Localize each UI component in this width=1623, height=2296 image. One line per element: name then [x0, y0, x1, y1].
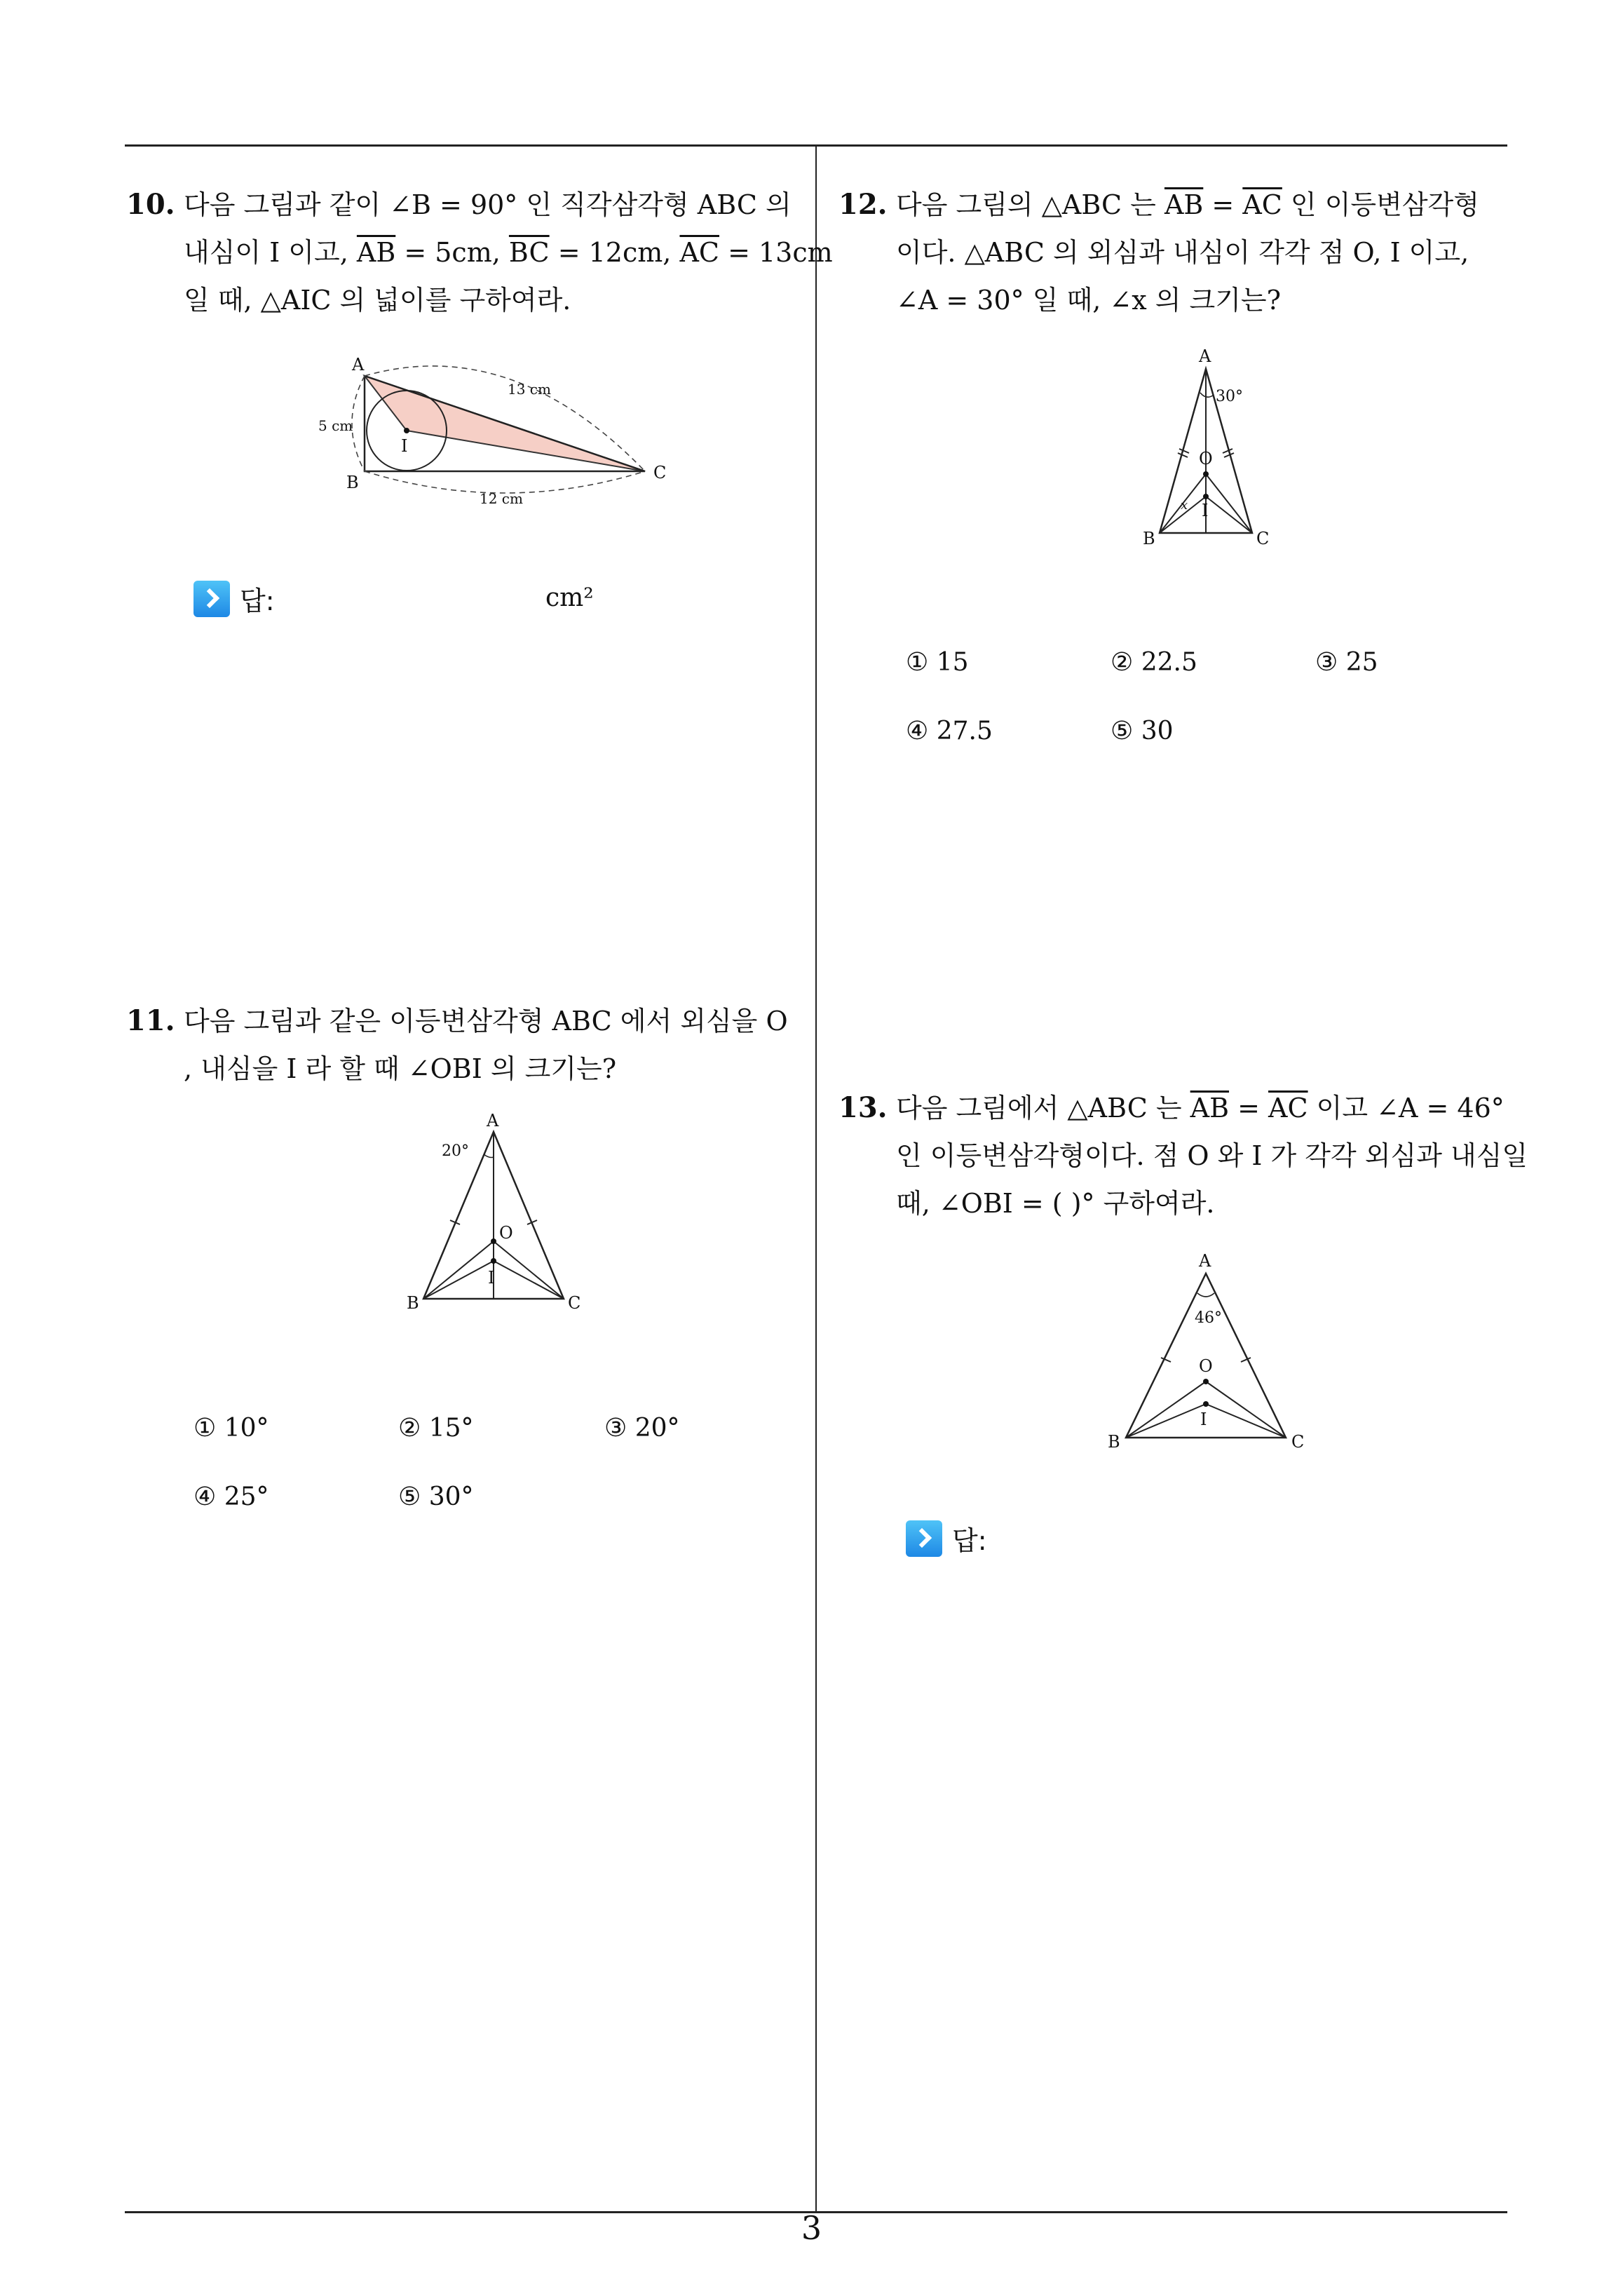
q13-answer — [906, 1519, 987, 1558]
label-bc-length: 12 cm — [480, 490, 523, 507]
label-o: O — [1199, 449, 1213, 468]
question-text-line1: 다음 그림과 같이 ∠B = 90° 인 직각삼각형 ABC 의 — [184, 189, 792, 220]
q10-answer-field[interactable] — [301, 579, 533, 619]
q11-figure — [400, 1111, 610, 1318]
label-a: A — [352, 355, 365, 374]
label-c: C — [568, 1293, 581, 1313]
label-i: I — [488, 1268, 495, 1288]
label-i: I — [401, 436, 408, 456]
question-number: 10. — [126, 188, 175, 221]
question-text-line1: 다음 그림의 △ABC 는 $\overline{AB} = \overline{AC}$ 인 이등변삼각형 — [896, 189, 1479, 220]
answer-unit: cm² — [545, 583, 594, 612]
label-c: C — [653, 463, 667, 482]
segment-ac: $\overline{AC}$ — [679, 237, 719, 268]
segment-ab: $\overline{AB}$ — [1164, 189, 1204, 220]
segment-ac: $\overline{AC}$ — [1268, 1093, 1308, 1123]
label-a: A — [1199, 346, 1211, 366]
label-x: x — [1181, 498, 1188, 513]
question-text-line2: 인 이등변삼각형이다. 점 O 와 I 가 각각 외심과 내심일 — [896, 1140, 1528, 1171]
question-number: 12. — [838, 188, 888, 221]
incenter-dot — [491, 1258, 496, 1264]
angle-arc — [484, 1154, 494, 1158]
label-b: B — [407, 1293, 419, 1313]
label-c: C — [1291, 1432, 1305, 1452]
label-angle: 46° — [1195, 1309, 1222, 1327]
segment-co — [494, 1241, 564, 1299]
tick-ac-2 — [1223, 449, 1232, 453]
segment-ci — [1206, 497, 1252, 533]
question-text-line3: 일 때, △AIC 의 넓이를 구하여라. — [184, 285, 571, 316]
circumcenter-dot — [1203, 1379, 1209, 1384]
choice-5[interactable]: ⑤ 30° — [398, 1483, 474, 1511]
choice-2[interactable]: ② 15° — [398, 1414, 474, 1443]
choice-1[interactable]: ① 10° — [193, 1414, 269, 1443]
q13-answer-field[interactable] — [1014, 1519, 1364, 1558]
choice-3[interactable]: ③ 20° — [604, 1414, 680, 1443]
label-ac-length: 13 cm — [508, 381, 551, 398]
answer-arrow-icon — [193, 581, 230, 617]
label-b: B — [346, 473, 359, 492]
segment-bo — [423, 1241, 494, 1299]
question-text-line2: 내심이 I 이고, $\overline{AB} = 5cm$, $\overline{BC} = 12cm$, $\overline{AC} = 13cm$ — [184, 237, 833, 268]
label-o: O — [499, 1223, 513, 1243]
q13-figure — [1094, 1252, 1318, 1456]
segment-ab: $\overline{AB}$ — [1190, 1093, 1230, 1123]
page-number: 3 — [801, 2209, 822, 2247]
segment-co — [1206, 474, 1252, 533]
question-text-line3: 때, ∠OBI = ( )° 구하여라. — [896, 1188, 1215, 1219]
incenter-dot — [1203, 494, 1209, 499]
tick-ab-2 — [1179, 449, 1189, 453]
choice-1[interactable]: ① 15 — [906, 648, 969, 677]
choice-4[interactable]: ④ 27.5 — [906, 717, 993, 745]
label-angle: 20° — [442, 1142, 469, 1160]
choice-4[interactable]: ④ 25° — [193, 1483, 269, 1511]
question-number: 11. — [126, 1004, 175, 1037]
label-ab-length: 5 cm — [318, 417, 353, 434]
label-o: O — [1199, 1356, 1213, 1376]
label-angle: 30° — [1216, 388, 1243, 405]
q10-answer — [193, 579, 275, 618]
question-text-line2: , 내심을 I 라 할 때 ∠OBI 의 크기는? — [184, 1053, 617, 1084]
choice-5[interactable]: ⑤ 30 — [1111, 717, 1174, 745]
answer-arrow-icon — [906, 1520, 942, 1557]
question-text-line1: 다음 그림과 같은 이등변삼각형 ABC 에서 외심을 O — [184, 1006, 788, 1036]
incenter-dot — [1203, 1401, 1209, 1407]
label-b: B — [1108, 1432, 1120, 1452]
choice-2[interactable]: ② 22.5 — [1111, 648, 1197, 677]
angle-arc — [1197, 1293, 1214, 1297]
question-text-line2: 이다. △ABC 의 외심과 내심이 각각 점 O, I 이고, — [896, 237, 1469, 268]
column-divider — [815, 144, 817, 2212]
circumcenter-dot — [491, 1238, 496, 1244]
segment-bc: $\overline{BC}$ — [508, 237, 550, 268]
label-i: I — [1200, 1410, 1207, 1429]
label-i: I — [1202, 501, 1209, 520]
incenter-dot — [404, 428, 409, 433]
circumcenter-dot — [1203, 471, 1209, 477]
q10-figure — [308, 348, 701, 509]
label-a: A — [487, 1111, 499, 1130]
segment-ci — [494, 1261, 564, 1299]
choice-3[interactable]: ③ 25 — [1315, 648, 1378, 677]
q12-figure — [1122, 348, 1304, 558]
segment-ac: $\overline{AC}$ — [1242, 189, 1282, 220]
question-text-line3: ∠A = 30° 일 때, ∠x 의 크기는? — [896, 285, 1282, 316]
label-b: B — [1143, 529, 1155, 548]
label-c: C — [1256, 529, 1270, 548]
segment-ab: $\overline{AB}$ — [356, 237, 396, 268]
question-number: 13. — [838, 1091, 888, 1124]
answer-label: 답: — [952, 1525, 987, 1556]
question-text-line1: 다음 그림에서 △ABC 는 $\overline{AB} = \overline{AC}$ 이고 ∠A = 46° — [896, 1093, 1505, 1123]
segment-bi — [423, 1261, 494, 1299]
dim-ab — [352, 376, 365, 471]
label-a: A — [1199, 1251, 1211, 1271]
answer-label: 답: — [240, 586, 275, 616]
